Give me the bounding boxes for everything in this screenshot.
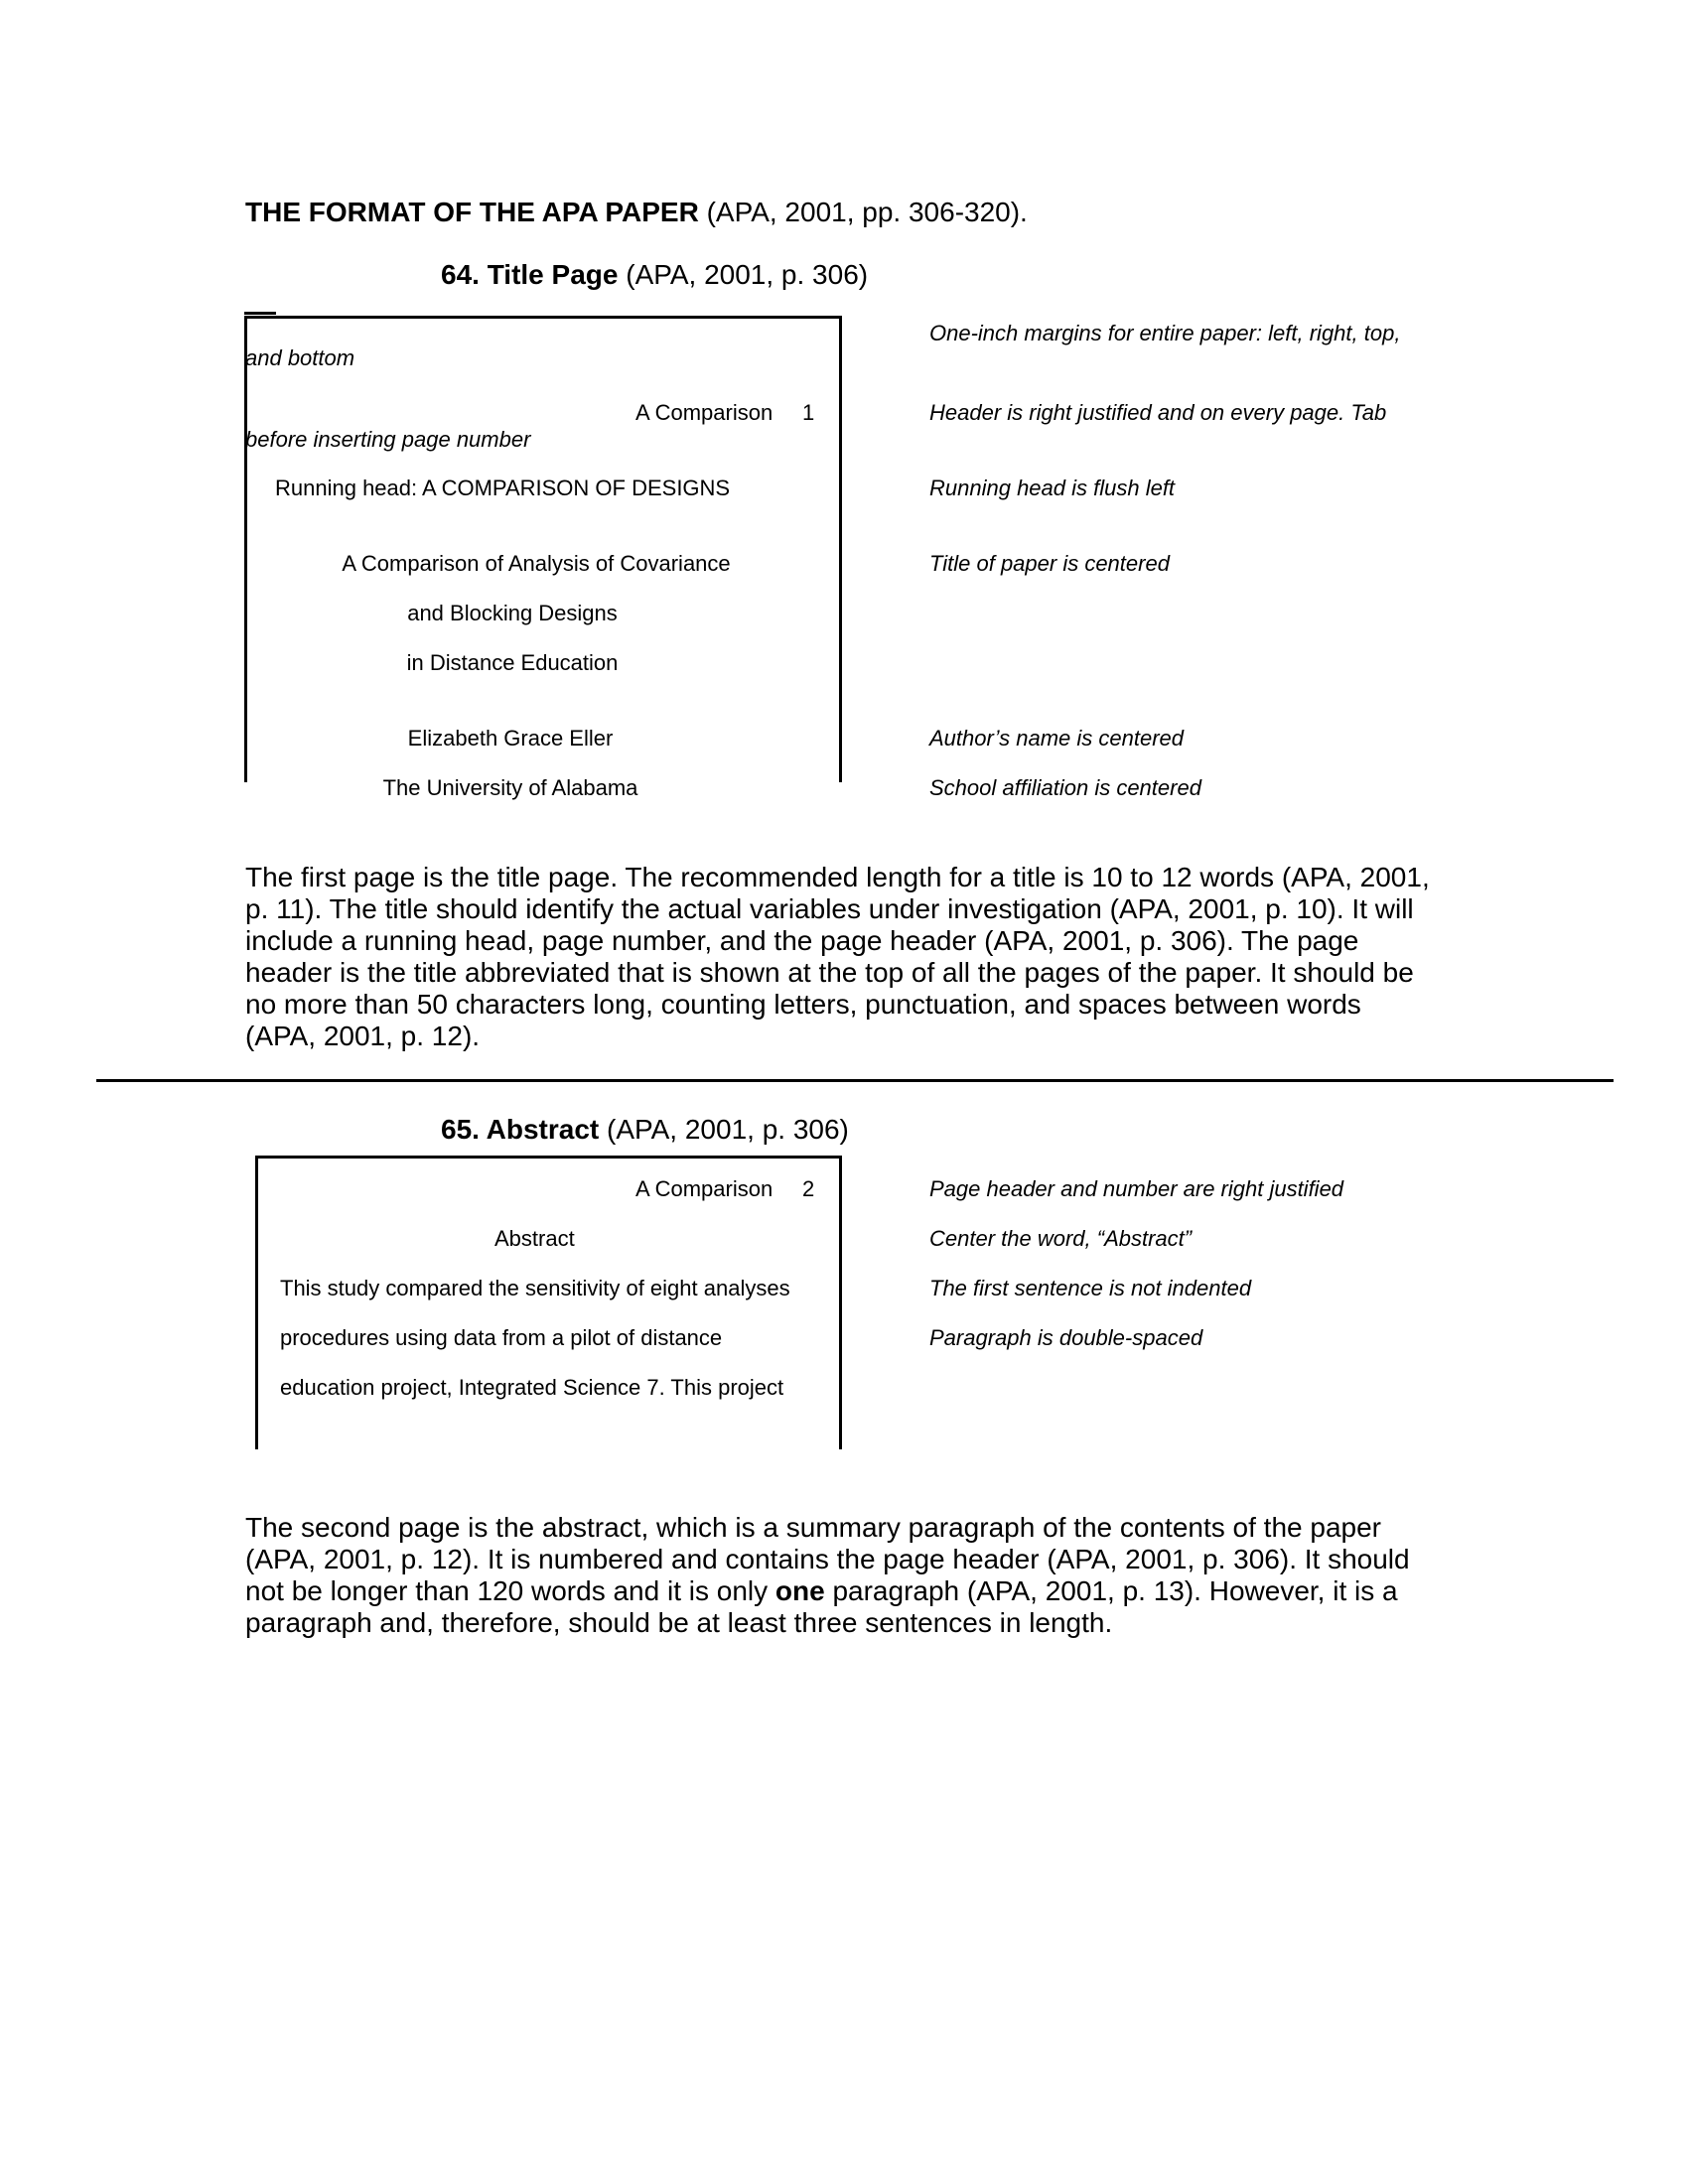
note-first-sentence: The first sentence is not indented <box>929 1276 1252 1300</box>
note-double-spaced: Paragraph is double-spaced <box>929 1325 1203 1350</box>
document-heading-bold: THE FORMAT OF THE APA PAPER <box>245 197 699 227</box>
abstract-line-2: procedures using data from a pilot of distance <box>280 1325 723 1350</box>
section-65-title: 65. Abstract <box>441 1114 600 1145</box>
section-65-citation: (APA, 2001, p. 306) <box>599 1114 849 1145</box>
title-page-title-line-2: and Blocking Designs <box>407 601 618 625</box>
abstract-paragraph <box>245 1512 1437 1639</box>
note-margins-line-2: and bottom <box>245 345 355 370</box>
section-divider <box>96 1079 1614 1082</box>
abstract-paragraph-emphasis: one <box>774 1575 825 1606</box>
note-author-centered: Author’s name is centered <box>929 726 1184 751</box>
title-page-header-text: A Comparison <box>635 400 774 425</box>
title-page-mock-right-border <box>839 316 842 782</box>
abstract-mock-right-border <box>839 1156 842 1449</box>
document-heading-citation: (APA, 2001, pp. 306-320). <box>698 197 1028 227</box>
title-page-paragraph: The first page is the title page. The recommended length for a title is 10 to 12 words (APA, 2001, p. 11). The title should identify the actual variables under investigation (APA, 2001, p. 10). It will include a running head, page number, and the page header (APA, 2001, p. 306). The page header is the title abbreviated that is shown at the top of all the pages of the paper. It should be no more than 50 characters long, counting letters, punctuation, and spaces between words (APA, 2001, p. 12). <box>245 862 1430 1051</box>
section-65-heading <box>441 1114 849 1146</box>
note-title-centered: Title of paper is centered <box>929 551 1170 576</box>
title-page-title-line-1: A Comparison of Analysis of Covariance <box>342 551 731 576</box>
abstract-line-1: This study compared the sensitivity of eight analyses <box>280 1276 790 1300</box>
abstract-paragraph-part-1: The second page is the abstract, which is a summary paragraph of the contents of the paper (APA, 2001, p. 12). It is numbered and contains the page header (APA, 2001, p. 306). It should not be longer than 120 words and it is only <box>245 1512 1410 1606</box>
title-page-mock-top-tick <box>244 312 276 315</box>
note-abstract-center: Center the word, “Abstract” <box>929 1226 1193 1251</box>
note-margins-line-1: One-inch margins for entire paper: left, right, top, <box>929 321 1401 345</box>
note-abstract-header: Page header and number are right justified <box>929 1176 1344 1201</box>
abstract-paragraph-part-2: paragraph (APA, 2001, p. 13). However, it is a paragraph and, therefore, should be at least three sentences in length. <box>245 1575 1398 1638</box>
note-running-head: Running head is flush left <box>929 476 1176 500</box>
section-64-title: 64. Title Page <box>441 259 619 290</box>
section-64-citation: (APA, 2001, p. 306) <box>618 259 869 290</box>
title-page-mock-left-border <box>244 316 247 782</box>
abstract-line-3: education project, Integrated Science 7. This project <box>280 1375 784 1400</box>
title-page-author: Elizabeth Grace Eller <box>407 726 614 751</box>
section-64-heading <box>441 259 868 291</box>
note-header-line-2: before inserting page number <box>245 427 531 452</box>
note-header-line-1: Header is right justified and on every page. Tab <box>929 400 1387 425</box>
abstract-mock-top-border <box>255 1156 842 1159</box>
abstract-header-text: A Comparison <box>635 1176 774 1201</box>
abstract-label: Abstract <box>494 1226 575 1251</box>
abstract-page-number: 2 <box>802 1176 815 1201</box>
abstract-mock-left-border <box>255 1156 258 1449</box>
title-page-mock-top-border <box>244 316 842 319</box>
title-page-affiliation: The University of Alabama <box>382 775 638 800</box>
document-heading <box>245 197 1028 228</box>
title-page-running-head: Running head: A COMPARISON OF DESIGNS <box>275 476 731 500</box>
title-page-page-number: 1 <box>802 400 815 425</box>
title-page-title-line-3: in Distance Education <box>406 650 619 675</box>
note-affiliation-centered: School affiliation is centered <box>929 775 1201 800</box>
